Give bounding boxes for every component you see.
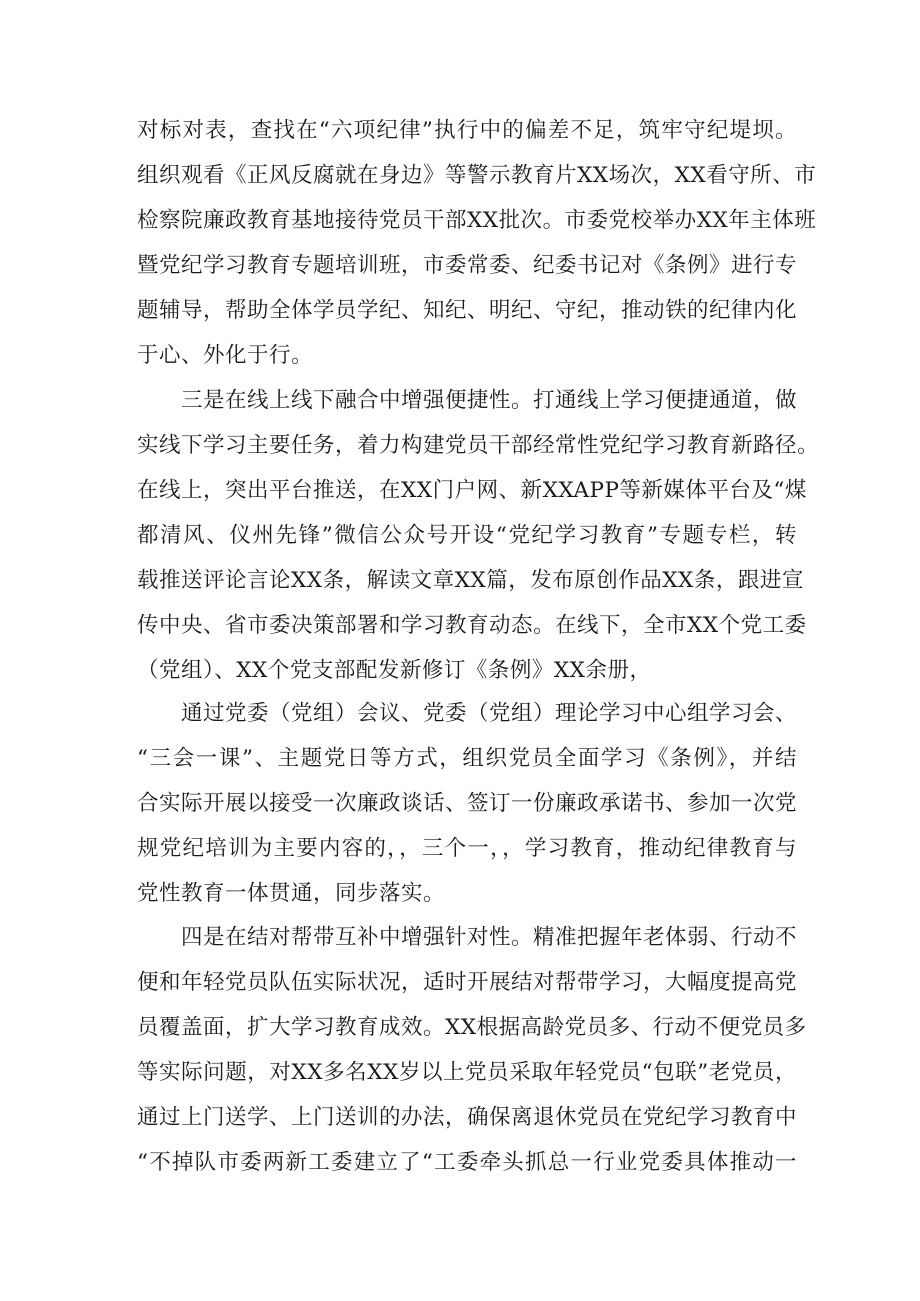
paragraph-line: 通过党委（党组）会议、党委（党组）理论学习中心组学习会、	[181, 701, 798, 726]
paragraph-3	[137, 691, 797, 916]
paragraph-line: 党性教育一体贯通，同步落实。	[137, 881, 446, 906]
paragraph-line: 都清风、仪州先锋”微信公众号开设“党纪学习教育”专题专栏，转	[137, 523, 797, 548]
paragraph-line: 检察院廉政教育基地接待党员干部XX批次。市委党校举办XX年主体班	[137, 208, 817, 233]
paragraph-line: 题辅导，帮助全体学员学纪、知纪、明纪、守纪，推动铁的纪律内化	[137, 298, 798, 323]
paragraph-line: 对标对表，查找在“六项纪律”执行中的偏差不足，筑牢守纪堤坝。	[137, 118, 797, 143]
paragraph-line: “不掉队市委两新工委建立了“工委牵头抓总一行业党委具体推动一	[137, 1150, 797, 1175]
paragraph-line: 在线上，突出平台推送，在XX门户网、新XXAPP等新媒体平台及“煤	[137, 478, 807, 503]
paragraph-line: 通过上门送学、上门送训的办法，确保离退休党员在党纪学习教育中	[137, 1105, 798, 1130]
paragraph-line: 实线下学习主要任务，着力构建党员干部经常性党纪学习教育新路径。	[137, 433, 820, 458]
paragraph-4	[137, 915, 807, 1185]
paragraph-line: 员覆盖面，扩大学习教育成效。XX根据高龄党员多、行动不便党员多	[137, 1015, 807, 1040]
paragraph-1	[137, 108, 817, 378]
paragraph-line: 便和年轻党员队伍实际状况，适时开展结对帮带学习，大幅度提高党	[137, 970, 798, 995]
paragraph-line: “三会一课”、主题党日等方式，组织党员全面学习《条例》，并结	[137, 746, 797, 771]
paragraph-line: 暨党纪学习教育专题培训班，市委常委、纪委书记对《条例》进行专	[137, 253, 798, 278]
paragraph-line: 规党纪培训为主要内容的，，三个一，，学习教育，推动纪律教育与	[137, 836, 797, 861]
paragraph-2	[137, 378, 820, 693]
paragraph-line: 四是在结对帮带互补中增强针对性。精准把握年老体弱、行动不	[181, 925, 798, 950]
paragraph-line: 于心、外化于行。	[137, 343, 314, 368]
paragraph-line: 组织观看《正风反腐就在身边》等警示教育片XX场次，XX看守所、市	[137, 163, 817, 188]
paragraph-line: 三是在线上线下融合中增强便捷性。打通线上学习便捷通道，做	[181, 388, 798, 413]
paragraph-line: 合实际开展以接受一次廉政谈话、签订一份廉政承诺书、参加一次党	[137, 791, 798, 816]
paragraph-line: （党组）、XX个党支部配发新修订《条例》XX余册，	[137, 658, 652, 683]
paragraph-line: 传中央、省市委决策部署和学习教育动态。在线下，全市XX个党工委	[137, 613, 807, 638]
paragraph-line: 载推送评论言论XX条，解读文章XX篇，发布原创作品XX条，跟进宣	[137, 568, 804, 593]
paragraph-line: 等实际问题，对XX多名XX岁以上党员采取年轻党员“包联”老党员，	[137, 1060, 797, 1085]
